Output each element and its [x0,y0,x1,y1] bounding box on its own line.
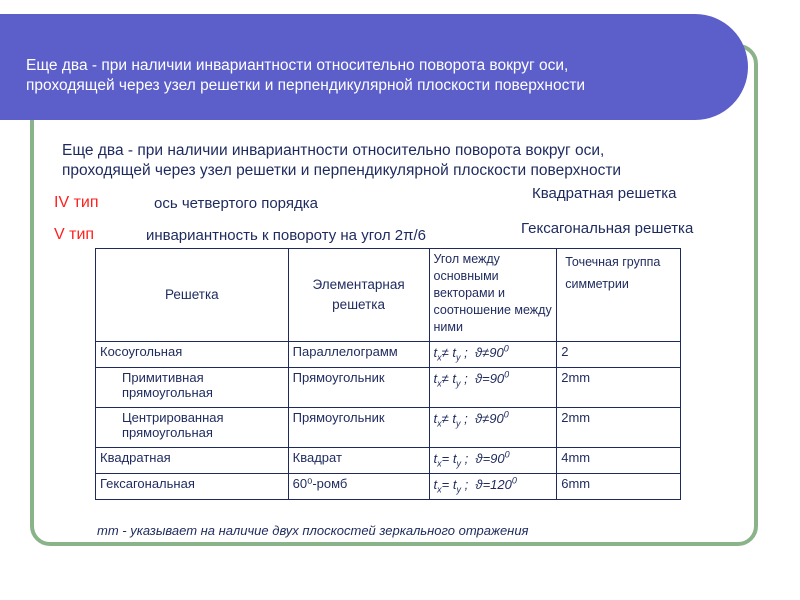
row-lattice: Гексагональная [96,474,289,500]
title-banner [0,14,748,120]
subtitle-line-2: проходящей через узел решетки и перпендикулярной плоскости поверхности [62,162,622,179]
row-relation: $t_x\ne t_y$ ; $ϑ=90^0$ [429,368,557,408]
row-relation: $t_x\ne t_y$ ; $ϑ\ne 90^0$ [429,408,557,448]
table-row [96,342,681,368]
header-angle: Угол между основными векторами и соотношение между ними [429,249,557,342]
row-relation: $t_x\ne t_y$ ; $ϑ\ne 90^0$ [429,342,557,368]
type-label-iv: IV тип [54,194,99,211]
header-lattice: Решетка [96,249,289,342]
banner-title [26,56,726,96]
table-row [96,474,681,500]
row-lattice: Квадратная [96,448,289,474]
row-lattice: Примитивная прямоугольная [96,368,289,408]
row-group: 6mm [557,474,681,500]
banner-line-1: Еще два - при наличии инвариантности относительно поворота вокруг оси, [26,57,569,74]
row-relation: $t_x= t_y$ ; $ϑ=120^0$ [429,474,557,500]
table-row [96,408,681,448]
row-cell: Прямоугольник [288,368,429,408]
header-cell: Элементарная решетка [288,249,429,342]
banner-line-2: проходящей через узел решетки и перпендикулярной плоскости поверхности [26,77,586,94]
lattice-table [95,248,681,500]
row-group: 2mm [557,408,681,448]
subtitle [62,141,762,181]
table-row [96,368,681,408]
row-group: 2mm [557,368,681,408]
lattice-label-square: Квадратная решетка [532,185,677,202]
subtitle-line-1: Еще два - при наличии инвариантности относительно поворота вокруг оси, [62,142,605,159]
row-cell: Квадрат [288,448,429,474]
lattice-label-hexagonal: Гексагональная решетка [521,220,694,237]
table-header-row [96,249,681,342]
row-cell: Прямоугольник [288,408,429,448]
row-cell: Параллелограмм [288,342,429,368]
table-row [96,448,681,474]
row-group: 2 [557,342,681,368]
row-lattice: Косоугольная [96,342,289,368]
header-group: Точечная группа симметрии [557,249,681,342]
row-cell: 60⁰-ромб [288,474,429,500]
type-desc-iv: ось четвертого порядка [154,195,318,212]
footnote: mm - указывает на наличие двух плоскостей зеркального отражения [97,523,529,538]
type-desc-v: инвариантность к повороту на угол 2π/6 [146,227,426,244]
row-lattice: Центрированная прямоугольная [96,408,289,448]
type-label-v: V тип [54,226,95,243]
row-relation: $t_x= t_y$ ; $ϑ=90^0$ [429,448,557,474]
row-group: 4mm [557,448,681,474]
